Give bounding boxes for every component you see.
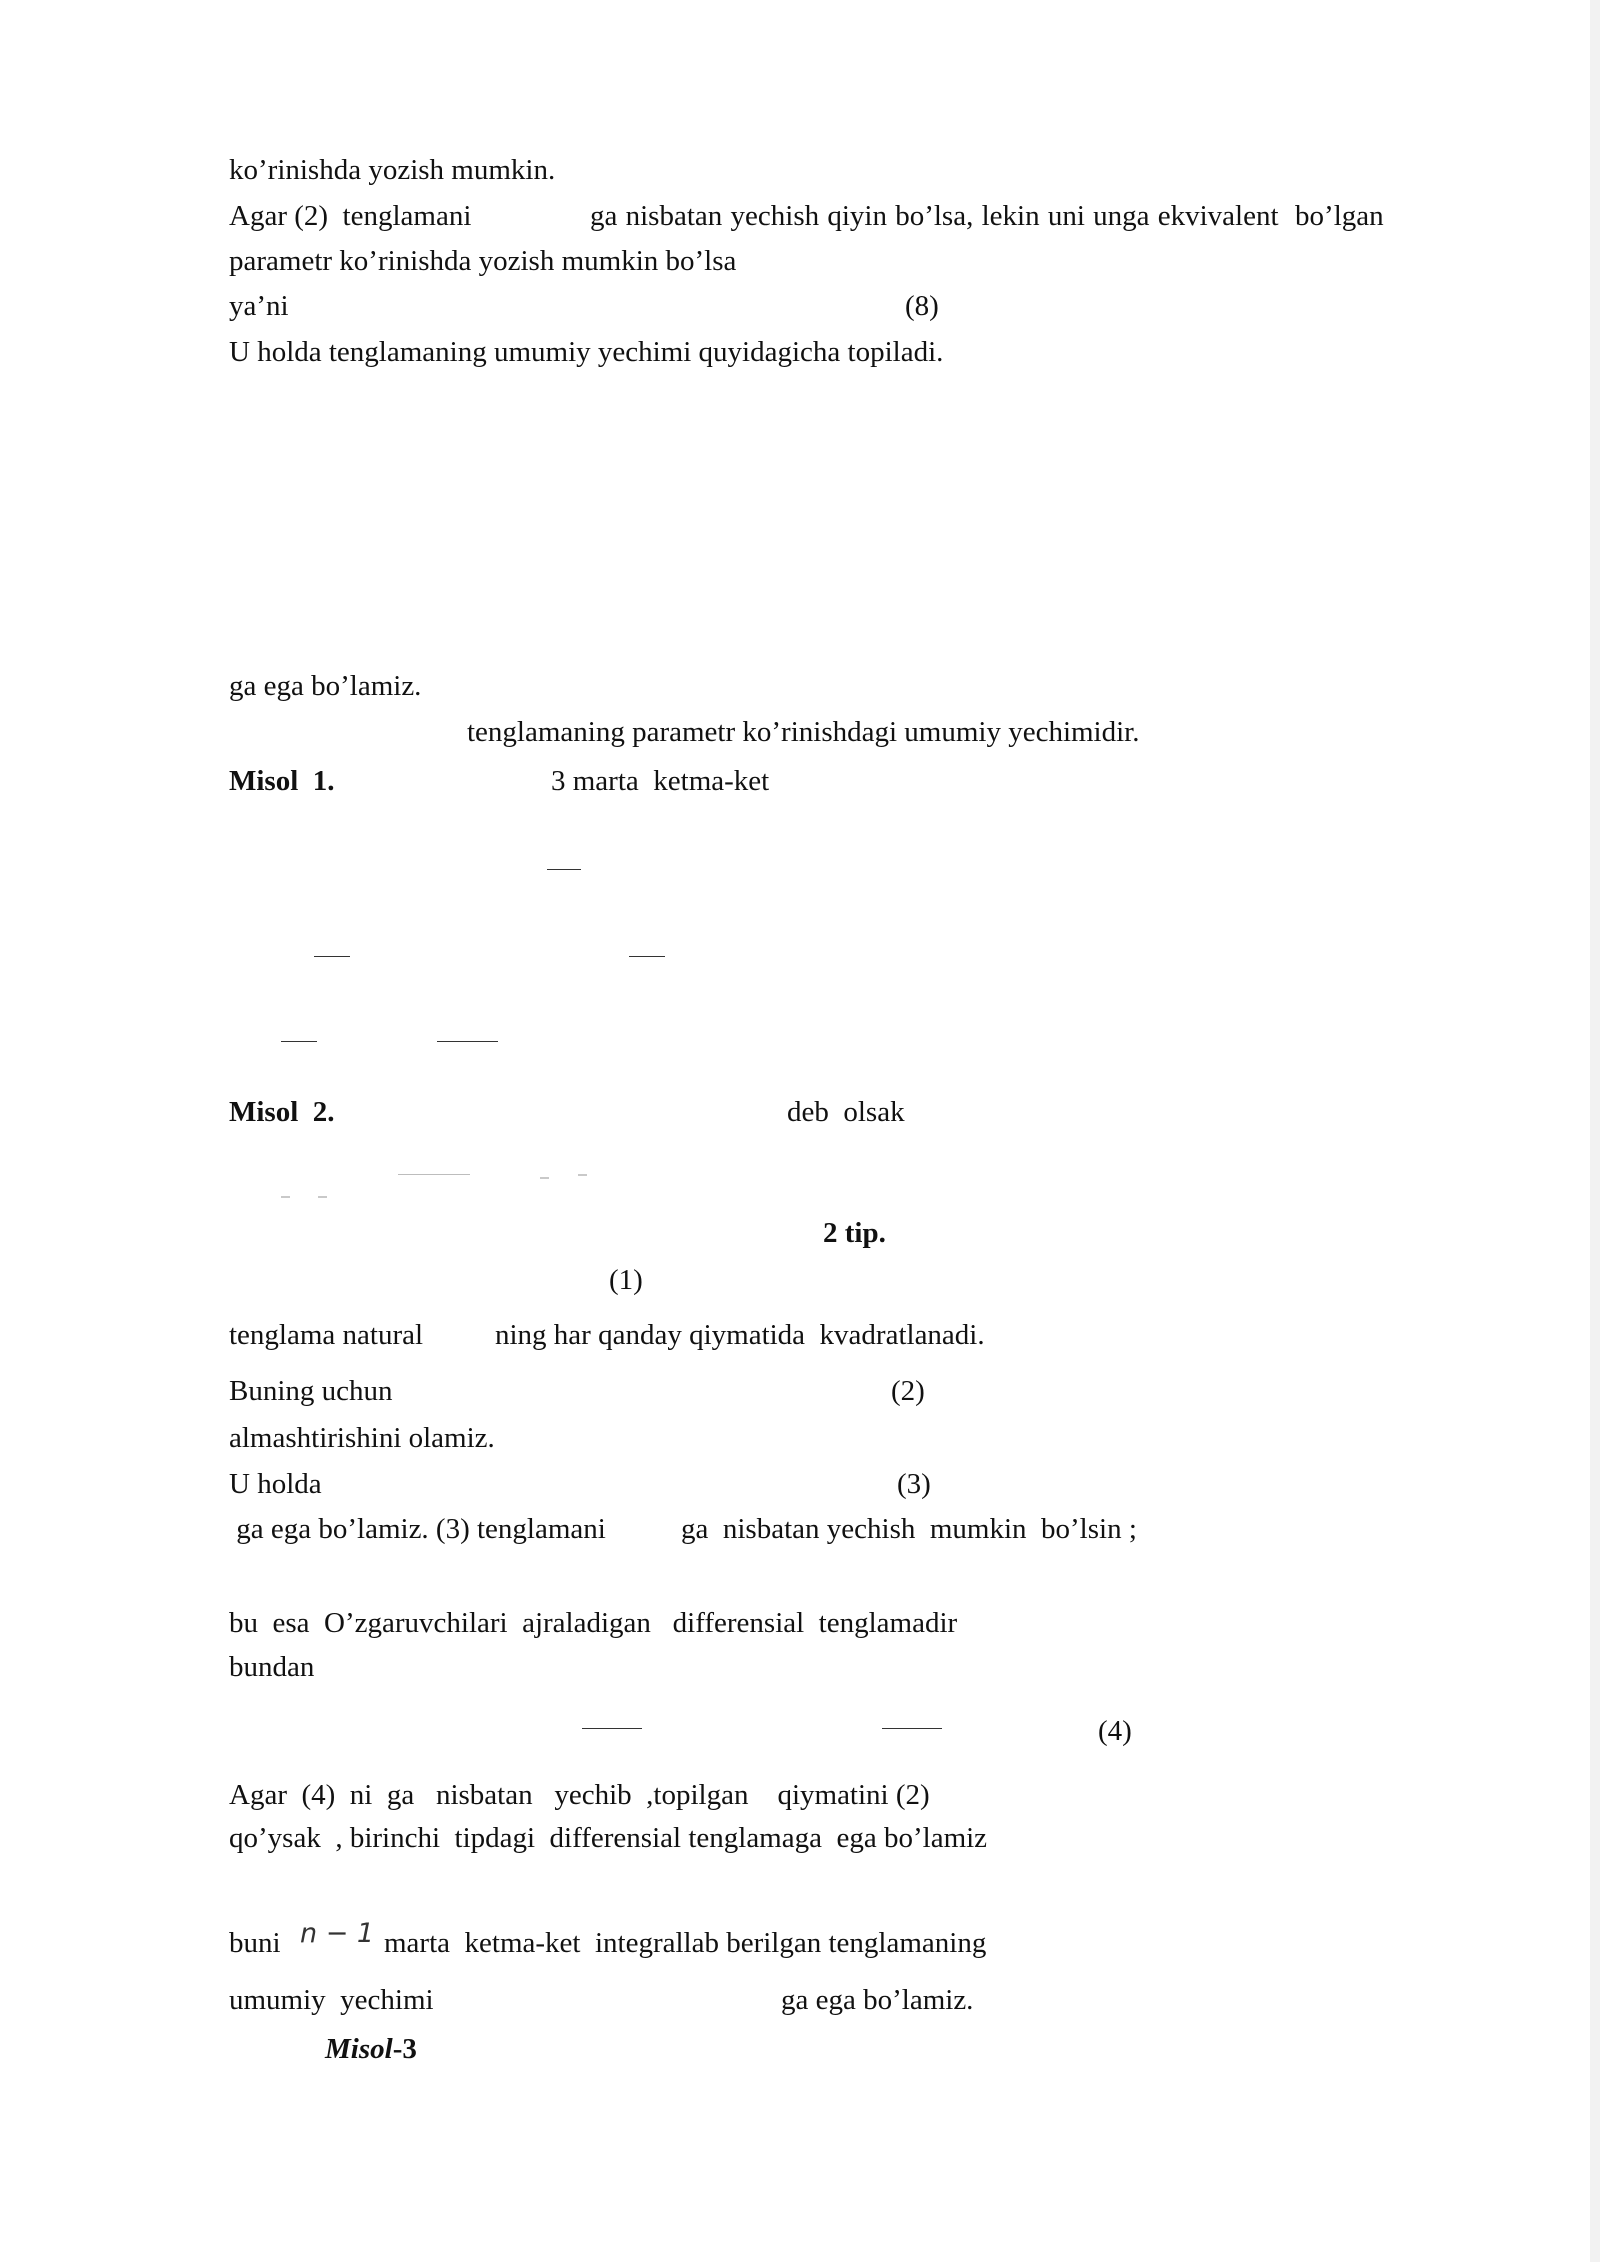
text-line-12a: ga ega bo’lamiz. (3) tenglamani: [229, 1513, 606, 1545]
section-heading-2-tip: 2 tip.: [823, 1217, 886, 1249]
fraction-bar: [398, 1174, 470, 1175]
fraction-bar: [314, 956, 350, 957]
text-line-14: bundan: [229, 1651, 315, 1683]
text-line-13: bu esa O’zgaruvchilari ajraladigan differensial tenglamadir: [229, 1607, 958, 1639]
minus-mark: [318, 1196, 327, 1198]
text-line-9a: Buning uchun: [229, 1375, 393, 1407]
text-line-15: Agar (4) ni ga nisbatan yechib ,topilgan qiymatini (2): [229, 1779, 930, 1811]
equation-number-4: (4): [1098, 1715, 1132, 1747]
text-line-8a: tenglama natural: [229, 1319, 424, 1351]
text-line-11a: U holda: [229, 1468, 322, 1500]
misol-2-text: deb olsak: [787, 1096, 905, 1128]
misol-3-label: [325, 2035, 417, 2064]
misol-2-label: Misol 2.: [229, 1096, 335, 1128]
text-line-17a: buni: [229, 1927, 281, 1959]
text-line-10: almashtirishini olamiz.: [229, 1422, 495, 1454]
misol-1-text: 3 marta ketma-ket: [551, 765, 770, 797]
text-line-7: tenglamaning parametr ko’rinishdagi umumiy yechimidir.: [467, 716, 1140, 748]
text-line-2a: Agar (2) tenglamani: [229, 200, 472, 232]
text-line-1: ko’rinishda yozish mumkin.: [229, 154, 556, 186]
text-line-17b: marta ketma-ket integrallab berilgan tenglamaning: [384, 1927, 987, 1959]
misol-1-label: Misol 1.: [229, 765, 335, 797]
text-line-16: qo’ysak , birinchi tipdagi differensial tenglamaga ega bo’lamiz: [229, 1822, 988, 1854]
text-line-18b: ga ega bo’lamiz.: [781, 1984, 974, 2016]
text-line-12b: ga nisbatan yechish mumkin bo’lsin ;: [681, 1513, 1137, 1545]
minus-mark: [281, 1196, 290, 1198]
equation-number-1: (1): [609, 1264, 643, 1296]
text-line-8b: ning har qanday qiymatida kvadratlanadi.: [495, 1319, 985, 1351]
fraction-bar: [281, 1041, 317, 1042]
misol-3-number: -3: [392, 2033, 417, 2065]
text-line-2b: ga nisbatan yechish qiyin bo’lsa, lekin uni unga ekvivalent bo’lgan: [590, 200, 1384, 232]
fraction-bar: [582, 1728, 642, 1729]
text-line-5: U holda tenglamaning umumiy yechimi quyidagicha topiladi.: [229, 336, 944, 368]
equation-number-3: (3): [897, 1468, 931, 1500]
minus-mark: [540, 1177, 549, 1179]
equation-number-8: (8): [905, 290, 939, 322]
fraction-bar: [882, 1728, 942, 1729]
equation-number-2: (2): [891, 1375, 925, 1407]
text-line-18a: umumiy yechimi: [229, 1984, 434, 2016]
text-line-4a: ya’ni: [229, 290, 289, 322]
fraction-bar: [547, 869, 581, 870]
misol-3-italic: Misol: [325, 2033, 393, 2065]
math-n-minus-1: n − 1: [300, 1918, 375, 1949]
minus-mark: [578, 1174, 587, 1176]
fraction-bar: [629, 956, 665, 957]
fraction-bar: [437, 1041, 498, 1042]
text-line-3: parametr ko’rinishda yozish mumkin bo’lsa: [229, 245, 737, 277]
page-edge-shadow: [1590, 0, 1600, 2262]
text-line-6: ga ega bo’lamiz.: [229, 670, 422, 702]
